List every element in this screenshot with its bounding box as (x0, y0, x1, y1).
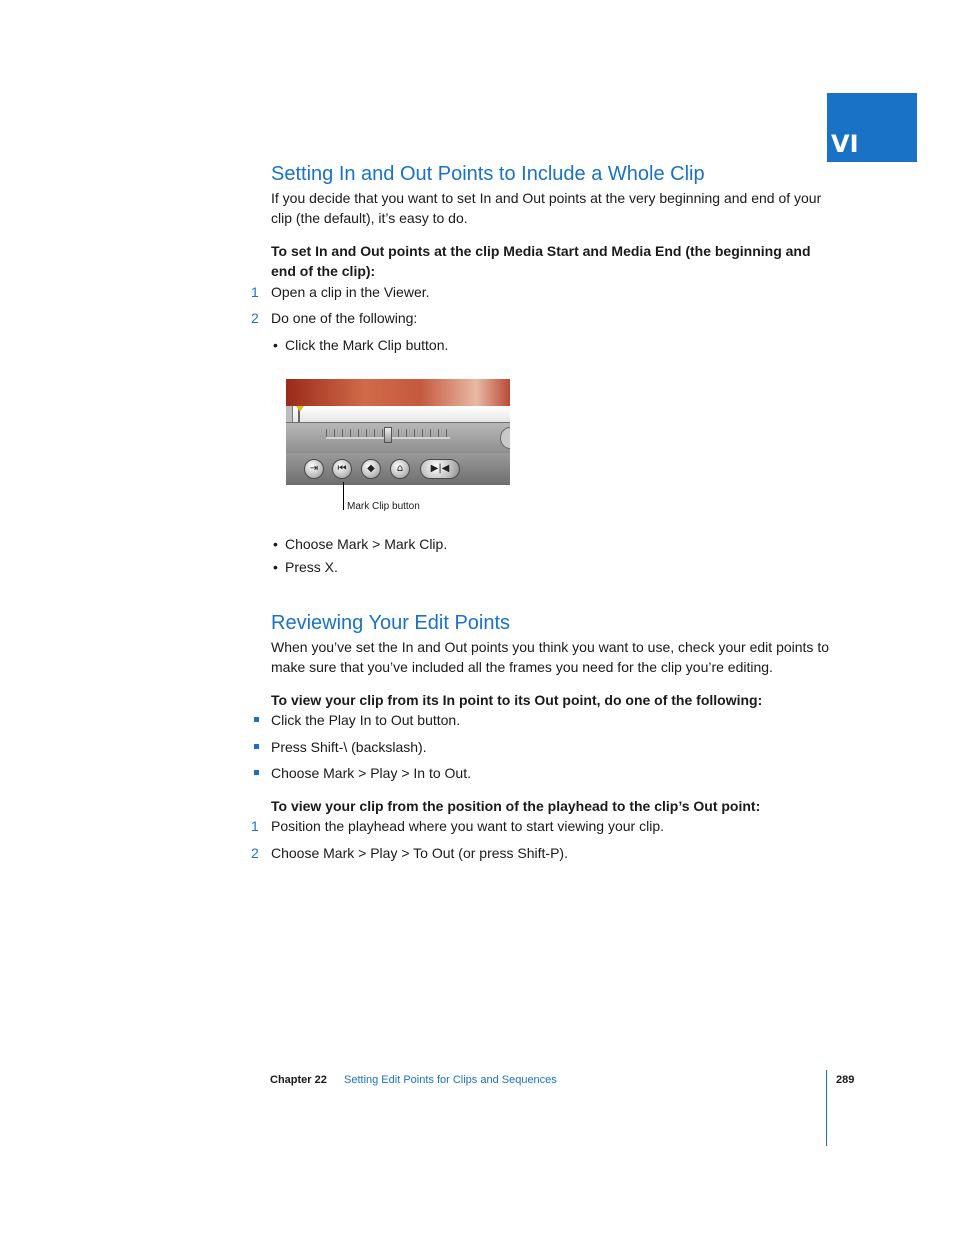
jog-slider-knob (384, 427, 392, 443)
scrubber-bar (286, 406, 510, 423)
bullet-item: • Choose Mark > Mark Clip. (273, 536, 448, 552)
footer-divider (826, 1070, 827, 1146)
step-number: 1 (251, 818, 259, 834)
part-tab: VI (827, 93, 917, 162)
footer-chapter-title: Setting Edit Points for Clips and Sequences (344, 1074, 557, 1086)
video-frame (286, 379, 510, 406)
bullet-text: Choose Mark > Mark Clip. (285, 536, 448, 552)
option-text: Press Shift-\ (backslash). (271, 739, 427, 755)
step-text: Open a clip in the Viewer. (271, 284, 430, 300)
match-frame-icon: ⇥ (304, 459, 324, 479)
mark-in-out-icon: ▶|◀ (420, 459, 460, 479)
mark-clip-icon: ⏮ (332, 459, 352, 479)
option-text: Click the Play In to Out button. (271, 712, 461, 728)
page-number: 289 (836, 1074, 855, 1086)
section2-task2: To view your clip from the position of the playhead to the clip’s Out point: (271, 798, 761, 814)
scrubber-end-tab (286, 406, 293, 422)
playhead-marker-icon (296, 406, 304, 412)
option-text: Choose Mark > Play > In to Out. (271, 765, 471, 781)
section2-intro: When you’ve set the In and Out points you think you want to use, check your edit points to make sure that you’ve included all the frames you need for the clip you’re editing. (271, 639, 829, 675)
bullet-square-icon (254, 717, 259, 722)
section-heading-reviewing: Reviewing Your Edit Points (271, 612, 511, 634)
figure-callout: Mark Clip button (347, 501, 420, 512)
step-text: Choose Mark > Play > To Out (or press Shift-P). (271, 845, 568, 861)
bullet-square-icon (254, 770, 259, 775)
step-number: 1 (251, 284, 259, 300)
section1-task: To set In and Out points at the clip Media Start and Media End (the beginning and end of the clip): (271, 243, 811, 279)
bullet-item: • Press X. (273, 559, 338, 575)
add-marker-icon: ⌂ (390, 459, 410, 479)
viewer-controls-figure (286, 379, 510, 485)
bullet-square-icon (254, 744, 259, 749)
bullet-text: Click the Mark Clip button. (285, 337, 449, 353)
bullet-text: Press X. (285, 559, 338, 575)
add-keyframe-icon: ◆ (361, 459, 381, 479)
section2-task1: To view your clip from its In point to its Out point, do one of the following: (271, 692, 763, 708)
footer-chapter: Chapter 22 (270, 1074, 327, 1086)
section1-intro: If you decide that you want to set In and Out points at the very beginning and end of your clip (the default), it’s easy to do. (271, 190, 822, 226)
step-text: Position the playhead where you want to start viewing your clip. (271, 818, 664, 834)
section-heading-whole-clip: Setting In and Out Points to Include a Whole Clip (271, 163, 705, 185)
callout-line (343, 482, 344, 510)
step-number: 2 (251, 310, 259, 326)
step-text: Do one of the following: (271, 310, 418, 326)
step-number: 2 (251, 845, 259, 861)
bullet-item: • Click the Mark Clip button. (273, 337, 449, 353)
